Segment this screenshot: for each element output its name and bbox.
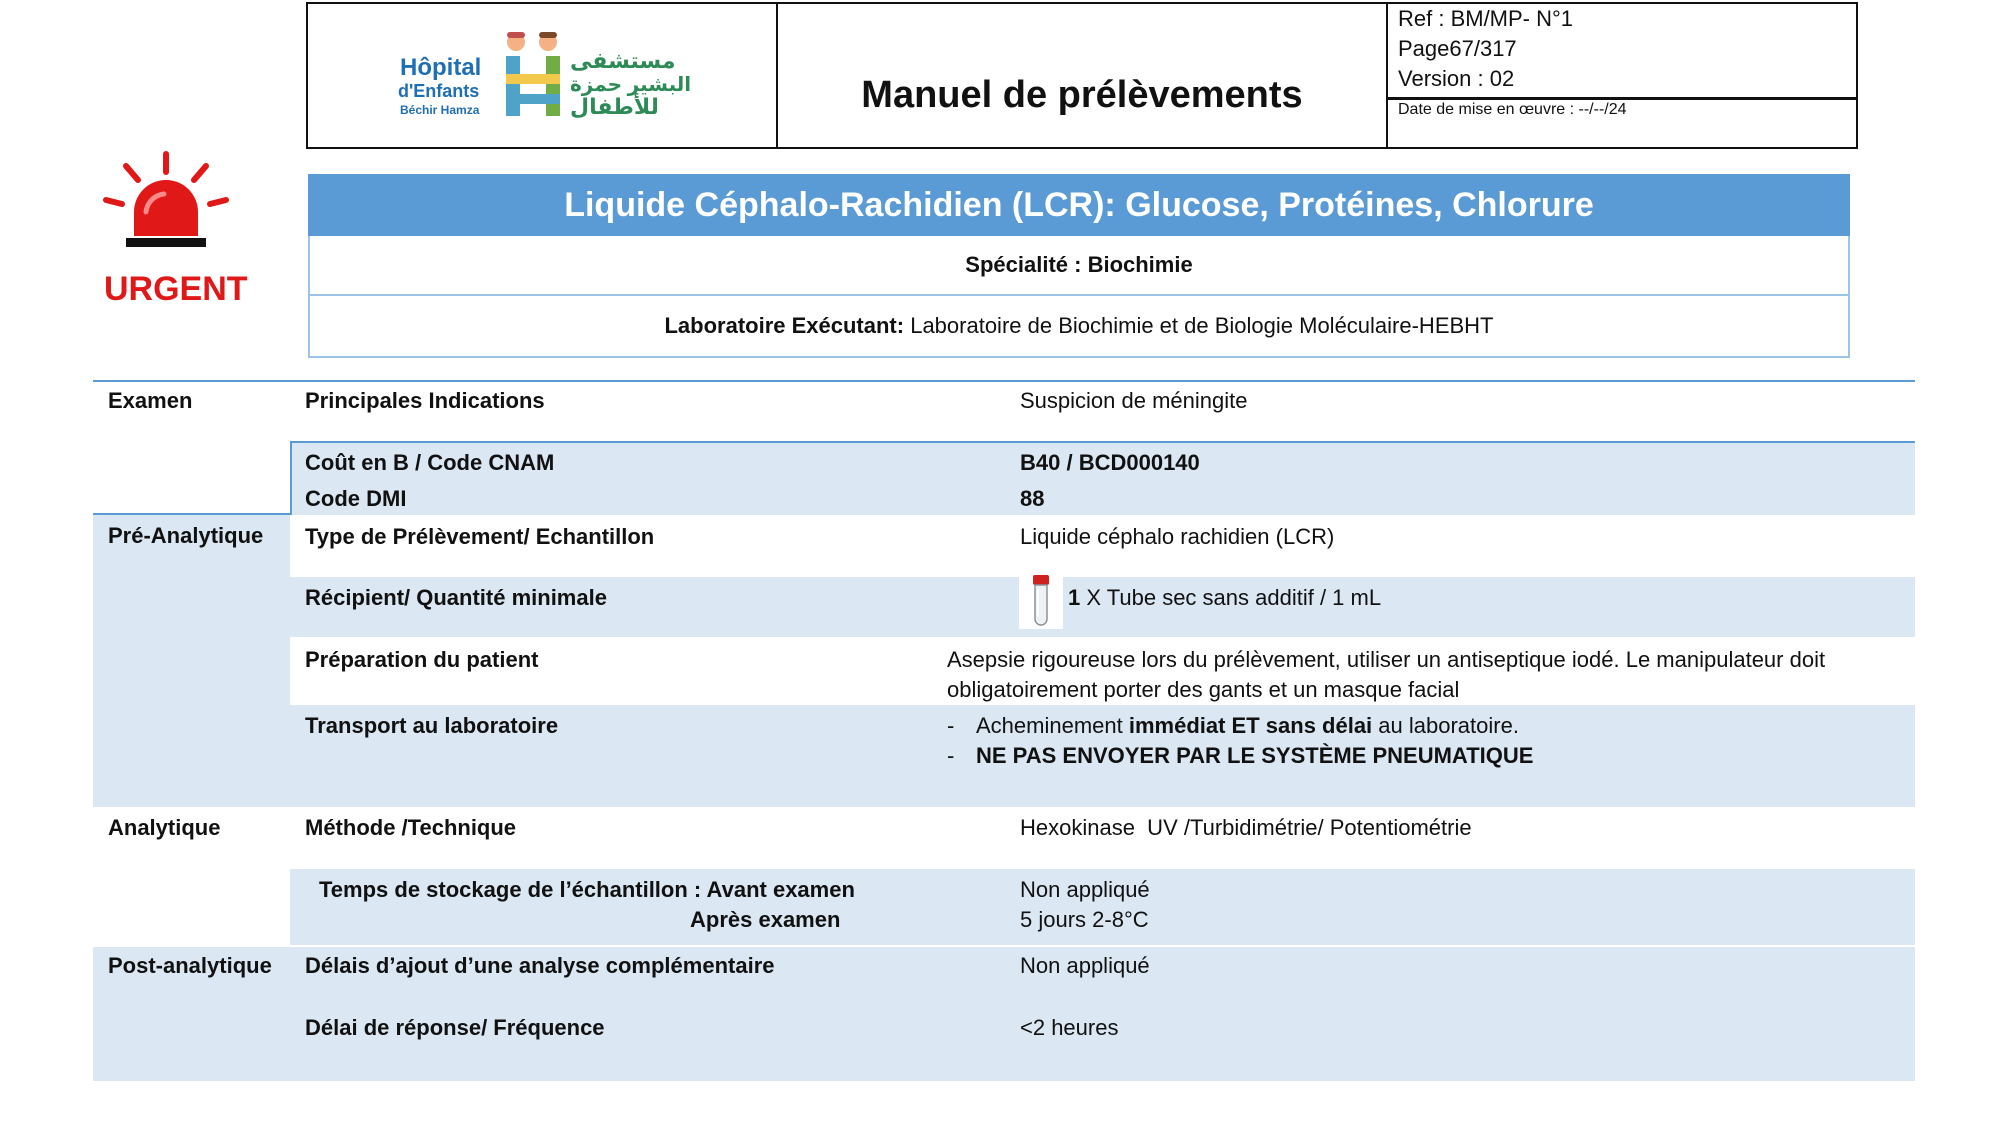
preparation-line1: Asepsie rigoureuse lors du prélèvement, utiliser un antiseptique iodé. Le manipulateur doit	[947, 647, 1826, 672]
band-pre-left	[93, 515, 290, 807]
specialite-text: Spécialité : Biochimie	[965, 252, 1193, 277]
date-text: Date de mise en œuvre : --/--/24	[1398, 101, 1627, 118]
dmi-label: Code DMI	[305, 486, 407, 511]
stockage-value-2: 5 jours 2-8°C	[1020, 907, 1149, 932]
version-text: Version : 02	[1398, 66, 1515, 91]
laboratoire-label: Laboratoire Exécutant:	[664, 313, 905, 338]
logo-ar-line2: البشير حمزة	[570, 74, 692, 96]
logo-children-icon	[502, 30, 564, 120]
siren-icon	[100, 150, 232, 254]
transport-label: Transport au laboratoire	[305, 713, 559, 738]
band-cout-border	[290, 441, 1915, 443]
page-number: Page67/317	[1398, 36, 1517, 61]
transport-item-2: NE PAS ENVOYER PAR LE SYSTÈME PNEUMATIQUE	[976, 743, 1534, 768]
page-title	[776, 2, 1388, 149]
transport-item-1-bold: immédiat ET sans délai	[1128, 713, 1373, 738]
recipient-qty: 1	[1068, 585, 1081, 610]
tube-icon	[1019, 573, 1063, 629]
type-label: Type de Prélèvement/ Echantillon	[305, 524, 655, 549]
recipient-label: Récipient/ Quantité minimale	[305, 585, 607, 610]
ref-text: Ref : BM/MP- N°1	[1398, 6, 1574, 31]
section-pre-analytique: Pré-Analytique	[108, 523, 264, 548]
section-analytique: Analytique	[108, 815, 221, 840]
transport-bullet-1: -	[947, 713, 955, 738]
preparation-label: Préparation du patient	[305, 647, 539, 672]
dmi-value: 88	[1020, 486, 1045, 511]
logo-fr-line1: Hôpital	[400, 54, 482, 81]
logo-ar-line1: مستشفى	[570, 48, 676, 73]
page-title-text: Manuel de prélèvements	[861, 74, 1303, 116]
logo-fr-line2: d'Enfants	[398, 81, 480, 101]
transport-item-1	[976, 711, 1519, 741]
test-title-banner	[308, 174, 1850, 236]
transport-item-1-pre: Acheminement	[976, 713, 1129, 738]
transport-bullet-2: -	[947, 743, 955, 768]
methode-value: Hexokinase UV /Turbidimétrie/ Potentiométrie	[1020, 815, 1472, 840]
laboratoire-row	[308, 296, 1850, 358]
stockage-label-1: Temps de stockage de l’échantillon : Avant examen	[319, 877, 855, 902]
indications-label: Principales Indications	[305, 388, 545, 413]
indications-value: Suspicion de méningite	[1020, 388, 1248, 413]
recipient-desc: X Tube sec sans additif / 1 mL	[1080, 585, 1382, 610]
test-title: Liquide Céphalo-Rachidien (LCR): Glucose, Protéines, Chlorure	[564, 185, 1594, 224]
band-cout-left-border	[290, 441, 292, 515]
cout-value: B40 / BCD000140	[1020, 450, 1200, 475]
methode-label: Méthode /Technique	[305, 815, 517, 840]
specialite-row	[308, 236, 1850, 296]
reponse-label: Délai de réponse/ Fréquence	[305, 1015, 605, 1040]
delais-value: Non appliqué	[1020, 953, 1150, 978]
laboratoire-value: Laboratoire de Biochimie et de Biologie Moléculaire-HEBHT	[904, 313, 1494, 338]
logo-ar-line3: للأطفال	[570, 94, 659, 119]
cout-label: Coût en B / Code CNAM	[305, 450, 555, 475]
stockage-value-1: Non appliqué	[1020, 877, 1150, 902]
delais-label: Délais d’ajout d’une analyse complémentaire	[305, 953, 775, 978]
type-value: Liquide céphalo rachidien (LCR)	[1020, 524, 1335, 549]
section-post-analytique: Post-analytique	[108, 953, 272, 978]
preparation-line2: obligatoirement porter des gants et un masque facial	[947, 677, 1460, 702]
table-top-border	[93, 380, 1915, 382]
hospital-logo	[398, 30, 698, 122]
transport-item-1-post: au laboratoire.	[1372, 713, 1519, 738]
band-post-separator	[93, 945, 1915, 947]
section-examen: Examen	[108, 388, 193, 413]
recipient-value	[1068, 583, 1381, 613]
reponse-value: <2 heures	[1020, 1015, 1119, 1040]
pre-separator	[93, 513, 290, 515]
stockage-label-2: Après examen	[690, 907, 841, 932]
logo-fr-line3: Béchir Hamza	[400, 103, 480, 117]
urgent-label: URGENT	[104, 270, 248, 308]
